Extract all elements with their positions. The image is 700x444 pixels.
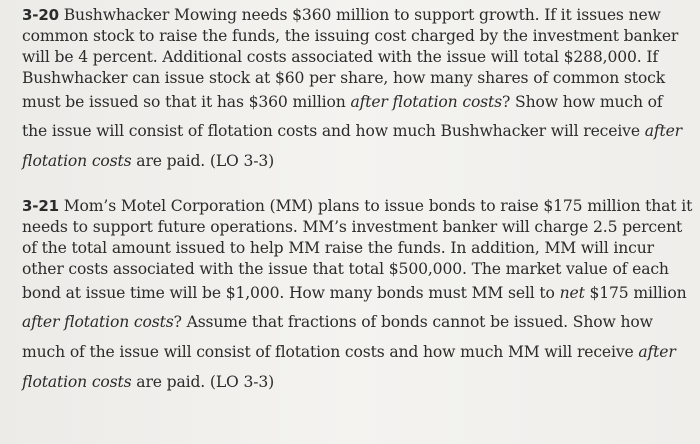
text-line [22, 89, 686, 116]
text-line [22, 5, 686, 26]
text-line [22, 146, 686, 176]
text-line [22, 259, 686, 280]
problem-3-20 [22, 5, 686, 176]
text-segment: bond at issue time will be $1,000. How many bonds must MM sell to [22, 284, 560, 302]
italic-phrase: flotation costs [22, 152, 132, 170]
text-line [22, 196, 693, 217]
text-line [22, 26, 686, 47]
italic-phrase: net [559, 284, 585, 302]
text-segment: much of the issue will consist of flotation costs and how much MM will receive [22, 343, 639, 361]
paragraph-gap [22, 176, 686, 196]
text-line [22, 68, 686, 89]
text-segment: ? Assume that fractions of bonds cannot be issued. Show how [173, 313, 653, 331]
text-segment: the issue will consist of flotation costs and how much Bushwhacker will receive [22, 122, 645, 140]
text-segment: $175 million [584, 284, 687, 302]
text-segment: Bushwhacker can issue stock at $60 per share, how many shares of common stock [22, 69, 666, 87]
text-segment: Mom’s Motel Corporation (MM) plans to issue bonds to raise $175 million that it [58, 197, 693, 215]
text-segment: must be issued so that it has $360 million [22, 93, 351, 111]
italic-phrase: after flotation costs [22, 313, 174, 331]
text-line [22, 116, 686, 146]
text-line [22, 280, 686, 307]
italic-phrase: flotation costs [22, 373, 132, 391]
text-line [22, 47, 686, 68]
text-segment: common stock to raise the funds, the issuing cost charged by the investment banker [22, 27, 679, 45]
problem-number: 3-20 [22, 6, 59, 24]
problem-number: 3-21 [22, 197, 59, 215]
problem-3-21 [22, 196, 693, 397]
text-segment: are paid. (LO 3-3) [131, 152, 275, 170]
text-segment: ? Show how much of [502, 93, 663, 111]
italic-phrase: after [638, 343, 676, 361]
text-segment: needs to support future operations. MM’s investment banker will charge 2.5 percent [22, 218, 683, 236]
text-segment: of the total amount issued to help MM raise the funds. In addition, MM will incur [22, 239, 654, 257]
text-line [22, 307, 686, 337]
text-segment: will be 4 percent. Additional costs associated with the issue will total $288,000. If [22, 48, 659, 66]
text-line [22, 367, 686, 397]
text-segment: other costs associated with the issue that total $500,000. The market value of each [22, 260, 669, 278]
text-line [22, 238, 686, 259]
italic-phrase: after flotation costs [350, 93, 503, 111]
text-segment: are paid. (LO 3-3) [131, 373, 275, 391]
italic-phrase: after [644, 122, 682, 140]
text-line [22, 217, 686, 238]
text-segment: Bushwhacker Mowing needs $360 million to support growth. If it issues new [58, 6, 661, 24]
text-line [22, 337, 686, 367]
